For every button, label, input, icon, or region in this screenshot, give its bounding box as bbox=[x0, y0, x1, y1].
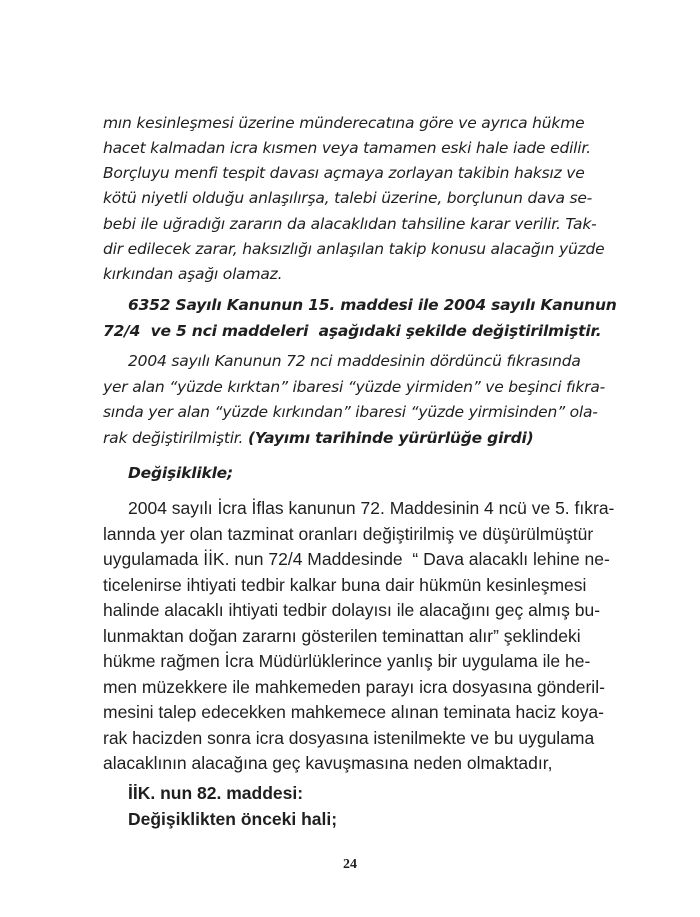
line-text: Borçluyu menfi tespit davası açmaya zorlayan takibin haksız ve bbox=[103, 164, 585, 182]
paragraph-explanation-line bbox=[103, 727, 595, 749]
line-text: Değişiklikten önceki hali; bbox=[128, 809, 338, 829]
line-text: men müzekkere ile mahkemeden parayı icra dosyasına gönderil- bbox=[103, 677, 605, 697]
line-text: ticelenirse ihtiyati tedbir kalkar buna dair hükmün kesinleşmesi bbox=[103, 575, 587, 595]
page-number: 24 bbox=[343, 857, 357, 872]
line-text: dir edilecek zarar, haksızlığı anlaşılan takip konusu alacağın yüzde bbox=[103, 240, 605, 258]
line-text: kırkından aşağı olamaz. bbox=[103, 265, 283, 283]
paragraph-explanation-line bbox=[103, 523, 594, 545]
line-text: 6352 Sayılı Kanunun 15. maddesi ile 2004 sayılı Kanunun bbox=[128, 296, 617, 314]
paragraph-continued-line bbox=[103, 213, 597, 235]
paragraph-continued-line bbox=[103, 137, 591, 159]
paragraph-continued-line bbox=[103, 187, 593, 209]
paragraph-explanation-line bbox=[103, 574, 587, 596]
paragraph-continued-line bbox=[103, 112, 585, 134]
line-text: mın kesinleşmesi üzerine münderecatına göre ve ayrıca hükme bbox=[103, 114, 585, 132]
heading-article-82-line bbox=[128, 808, 573, 830]
paragraph-explanation-line bbox=[103, 599, 601, 621]
heading-degisiklikle-line bbox=[128, 462, 573, 484]
paragraph-explanation-line bbox=[103, 650, 591, 672]
line-text: 2004 sayılı Kanunun 72 nci maddesinin dördüncü fıkrasında bbox=[128, 352, 581, 370]
line-text: yer alan “yüzde kırktan” ibaresi “yüzde yirmiden” ve beşinci fıkra- bbox=[103, 378, 606, 396]
effective-date-note: (Yayımı tarihinde yürürlüğe girdi) bbox=[248, 429, 534, 447]
paragraph-amendment-line bbox=[103, 401, 598, 423]
paragraph-explanation-line bbox=[103, 752, 573, 774]
line-text: mesini talep edecekken mahkemece alınan teminata haciz koya- bbox=[103, 702, 604, 722]
line-text: sında yer alan “yüzde kırkından” ibaresi “yüzde yirmisinden” ola- bbox=[103, 403, 598, 421]
heading-amendment-line bbox=[103, 320, 602, 342]
line-text: bebi ile uğradığı zararın da alacaklıdan tahsiline karar verilir. Tak- bbox=[103, 215, 597, 233]
heading-article-82-line bbox=[128, 782, 573, 804]
line-text: uygulamada İİK. nun 72/4 Maddesinde “ Dava alacaklı lehine ne- bbox=[103, 549, 610, 569]
line-text: hacet kalmadan icra kısmen veya tamamen eski hale iade edilir. bbox=[103, 139, 591, 157]
paragraph-explanation-line bbox=[103, 676, 605, 698]
line-text: halinde alacaklı ihtiyati tedbir dolayısı ile alacağını geç almış bu- bbox=[103, 600, 601, 620]
line-text: 2004 sayılı İcra İflas kanunun 72. Maddesinin 4 ncü ve 5. fıkra- bbox=[128, 498, 615, 518]
paragraph-explanation-line bbox=[103, 548, 610, 570]
line-text: rak değiştirilmiştir. bbox=[103, 429, 249, 447]
line-text: İİK. nun 82. maddesi: bbox=[128, 783, 304, 803]
line-text: rak hacizden sonra icra dosyasına istenilmekte ve bu uygulama bbox=[103, 728, 595, 748]
paragraph-continued-line bbox=[103, 238, 605, 260]
line-text: lunmaktan doğan zararnı gösterilen teminattan alır” şeklindeki bbox=[103, 626, 581, 646]
paragraph-explanation-line bbox=[103, 625, 581, 647]
paragraph-amendment-line bbox=[103, 376, 606, 398]
line-text: lannda yer olan tazminat oranları değiştirilmiş ve düşürülmüştür bbox=[103, 524, 594, 544]
line-text: 72/4 ve 5 nci maddeleri aşağıdaki şekilde değiştirilmiştir. bbox=[103, 322, 602, 340]
paragraph-explanation-line bbox=[103, 701, 604, 723]
paragraph-explanation-line bbox=[128, 497, 615, 519]
line-text: alacaklının alacağına geç kavuşmasına neden olmaktadır, bbox=[103, 753, 553, 773]
paragraph-continued-line bbox=[103, 263, 573, 285]
line-text: kötü niyetli olduğu anlaşılırşa, talebi üzerine, borçlunun dava se- bbox=[103, 189, 593, 207]
line-text: hükme rağmen İcra Müdürlüklerince yanlış bir uygulama ile he- bbox=[103, 651, 591, 671]
paragraph-amendment-line bbox=[103, 427, 573, 449]
paragraph-continued-line bbox=[103, 162, 585, 184]
heading-amendment-line bbox=[128, 294, 617, 316]
paragraph-amendment-line bbox=[128, 350, 581, 372]
line-text: Değişiklikle; bbox=[128, 464, 233, 482]
